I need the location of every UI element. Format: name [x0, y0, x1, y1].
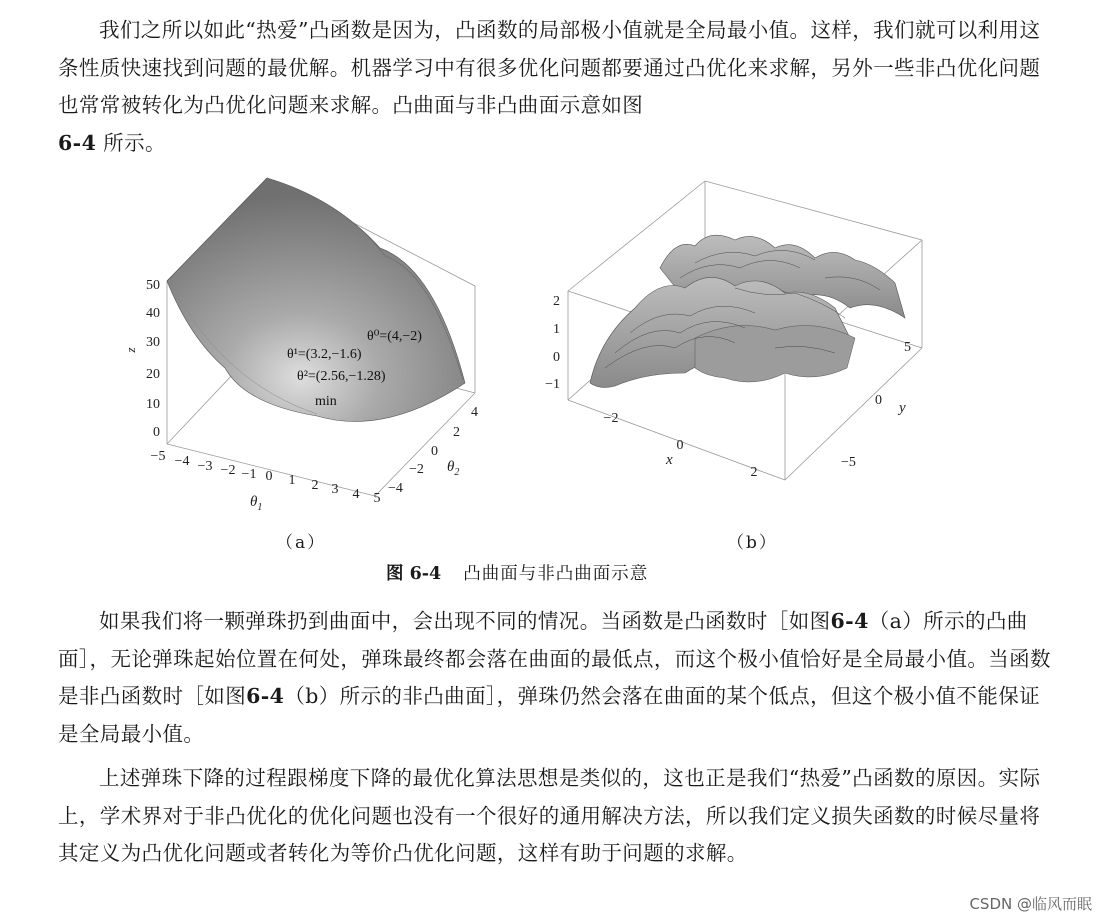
theta1-tick: −3: [197, 459, 213, 474]
theta1-tick: −1: [241, 467, 257, 482]
figure-ref: 6-4: [830, 609, 869, 633]
y-tick: 5: [904, 340, 911, 355]
subfigure-label-a: （a）: [276, 533, 327, 553]
figure-ref: 6-4: [246, 684, 285, 708]
z-tick: 1: [553, 322, 560, 337]
annotation-min: min: [315, 394, 337, 409]
annotation-theta0: θ⁰=(4,−2): [367, 329, 422, 344]
x-axis-label: x: [666, 452, 673, 468]
theta1-axis-label: $\theta_1$: [250, 494, 263, 513]
theta2-tick: −4: [388, 481, 403, 496]
theta1-tick: −5: [150, 449, 166, 464]
z-tick: −1: [545, 377, 560, 392]
paragraph-2-text: 如果我们将一颗弹珠扔到曲面中，会出现不同的情况。当函数是凸函数时［如图: [99, 609, 831, 633]
y-tick: −5: [841, 455, 856, 470]
paragraph-2-text: （b）所示的非凸曲面］，弹珠仍然会落在曲面的某个低点，但这个极小值不能保证是全局最小值。: [58, 684, 1041, 746]
theta1-tick: 2: [311, 478, 319, 493]
caption-text: 凸曲面与非凸曲面示意: [463, 564, 649, 584]
z-axis-label: z: [123, 347, 138, 353]
y-axis-label: y: [899, 400, 906, 416]
paragraph-2-text: （a）所示的凸曲面］，无论弹珠起始位置在何处，弹珠最终都会落在曲面的最低点，而这个极小值恰好是全局最小值。当函数是非凸函数时［如图: [58, 609, 1051, 708]
theta1-tick: 4: [352, 487, 360, 502]
paragraph-2: [58, 603, 1058, 753]
z-tick: 50: [146, 278, 160, 293]
theta2-tick: 4: [471, 405, 478, 420]
z-tick: 0: [553, 350, 560, 365]
z-tick: 10: [146, 397, 160, 412]
theta2-axis-label: $\theta_2$: [447, 459, 460, 478]
theta1-tick: −2: [220, 463, 236, 478]
z-tick: 20: [146, 367, 160, 382]
watermark: CSDN @临风而眠: [969, 895, 1092, 913]
panel-b: [545, 181, 922, 480]
y-tick: 0: [875, 393, 882, 408]
x-tick: −2: [603, 411, 619, 426]
convex-surface: [167, 178, 465, 421]
z-tick: 30: [146, 335, 160, 350]
theta1-tick: 0: [265, 469, 273, 484]
figure-caption: [386, 560, 648, 585]
annotation-theta1: θ¹=(3.2,−1.6): [287, 347, 362, 362]
theta1-tick: 1: [288, 473, 296, 488]
subfigure-label-b: （b）: [727, 533, 778, 553]
x-tick: 0: [676, 438, 684, 453]
figure-6-4: [123, 168, 935, 553]
z-tick: 2: [553, 294, 560, 309]
theta1-tick: 3: [331, 482, 339, 497]
paragraph-3-text: 上述弹珠下降的过程跟梯度下降的最优化算法思想是类似的，这也正是我们“热爱”凸函数的原因。实际上，学术界对于非凸优化的优化问题也没有一个很好的通用解决方法，所以我们定义损失函数的时候尽量将其定义为凸优化问题或者转化为等价凸优化问题，这样有助于问题的求解。: [58, 766, 1041, 865]
annotation-theta2: θ²=(2.56,−1.28): [297, 369, 386, 384]
panel-a: [123, 178, 478, 513]
x-tick: 2: [750, 465, 758, 480]
paragraph-1-tail: 所示。: [103, 130, 166, 155]
theta2-tick: 2: [453, 425, 460, 440]
theta2-tick: −2: [409, 462, 424, 477]
theta1-tick: −4: [174, 454, 190, 469]
paragraph-3: [58, 760, 1058, 873]
figure-ref: 6-4: [58, 130, 97, 155]
z-tick: 40: [146, 306, 160, 321]
theta2-tick: 0: [431, 444, 438, 459]
theta1-tick: 5: [373, 491, 381, 506]
paragraph-1: [58, 12, 1058, 162]
paragraph-1-text: 我们之所以如此“热爱”凸函数是因为，凸函数的局部极小值就是全局最小值。这样，我们就可以利用这条性质快速找到问题的最优解。机器学习中有很多优化问题都要通过凸优化来求解，另外一些非凸优化问题也常常被转化为凸优化问题来求解。凸曲面与非凸曲面示意如图: [58, 18, 1041, 117]
caption-number: 图 6-4: [386, 564, 442, 584]
z-tick: 0: [153, 425, 160, 440]
